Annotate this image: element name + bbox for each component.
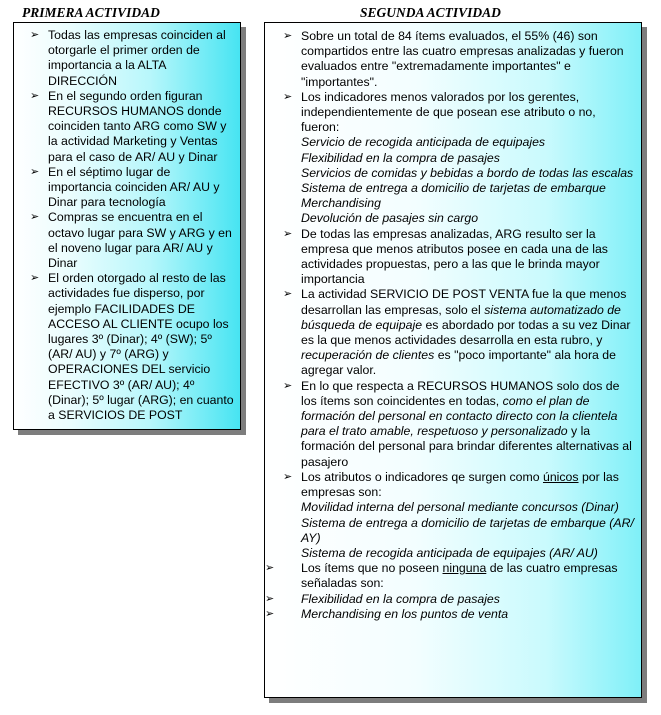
header-primera-actividad: PRIMERA ACTIVIDAD [22, 5, 160, 20]
unique-attribute: Movilidad interna del personal mediante concursos (Dinar) [301, 500, 619, 515]
arrow-bullet-icon: ➢ [265, 607, 275, 620]
arrow-bullet-icon: ➢ [30, 89, 40, 102]
list-item-text: es abordado por todas a su vez Dinar es la que menos actividades desarrolla en esta rubro, y [301, 317, 631, 348]
list-item-text: y la formación del personal para brindar diferentes alternativas al pasajero [301, 424, 632, 469]
arrow-bullet-icon: ➢ [283, 379, 293, 392]
italic-phrase: Merchandising en los puntos de venta [301, 606, 509, 621]
list-item [265, 591, 637, 607]
least-valued-indicator: Sistema de entrega a domicilio de tarjetas de embarque [301, 181, 606, 196]
italic-phrase: como el plan de formación del personal en contacto directo con la clientela para el trato amable, respetuoso y personalizado [301, 393, 618, 439]
list-item [265, 561, 637, 591]
header-segunda-actividad: SEGUNDA ACTIVIDAD [360, 5, 501, 20]
underlined-word: ninguna [442, 561, 487, 576]
unique-attribute: Sistema de recogida anticipada de equipajes (AR/ AU) [301, 545, 598, 560]
primera-actividad-list [18, 28, 236, 423]
arrow-bullet-icon: ➢ [265, 562, 275, 575]
list-item [18, 210, 236, 271]
arrow-bullet-icon: ➢ [283, 30, 293, 42]
arrow-bullet-icon: ➢ [265, 592, 275, 605]
list-item-text: En el segundo orden figuran RECURSOS HUMANOS donde coinciden tanto ARG como SW y la actividad Marketing y Ventas para el caso de AR/ AU y Dinar [48, 88, 227, 164]
list-item-text: de las cuatro empresas señaladas son: [301, 561, 618, 591]
underlined-word: únicos [542, 469, 579, 484]
least-valued-indicator: Servicio de recogida anticipada de equipajes [301, 135, 546, 150]
list-item [265, 606, 637, 622]
arrow-bullet-icon: ➢ [30, 211, 40, 224]
list-item [269, 379, 637, 470]
list-item-text: Los ítems que no poseen [301, 561, 443, 576]
arrow-bullet-icon: ➢ [283, 90, 293, 103]
list-item-text: En lo que respecta a RECURSOS HUMANOS solo dos de los ítems son coincidentes en todas, [301, 378, 620, 408]
list-item-text: por las empresas son: [301, 469, 619, 500]
list-item [269, 29, 637, 90]
list-item-text: es "poco importante" ala hora de agregar valor. [301, 348, 616, 378]
list-item-text: El orden otorgado al resto de las actividades fue disperso, por ejemplo FACILIDADES DE ACCESO AL CLIENTE ocupo los lugares 3º (Dinar); 4º (SW); 5º (AR/ AU) y 7º (ARG) y OPERACIONES DEL servicio EFECTIVO 3º (AR/ AU); 4º (Dinar); 5º lugar (ARG); en cuanto a SERVICIOS DE POST [48, 271, 234, 423]
list-item [269, 90, 637, 227]
unique-attribute: Sistema de entrega a domicilio de tarjetas de embarque (AR/ AY) [301, 515, 634, 545]
list-item-text: En el séptimo lugar de importancia coinciden AR/ AU y Dinar para tecnología [48, 164, 220, 210]
arrow-bullet-icon: ➢ [283, 227, 293, 240]
list-item-text: La actividad SERVICIO DE POST VENTA fue la que menos desarrollan las empresas, solo el [301, 287, 627, 317]
list-item-text: Todas las empresas coinciden al otorgarle el primer orden de importancia a la ALTA DIRECCIÓN [48, 28, 226, 88]
segunda-actividad-list [265, 29, 637, 622]
list-item [18, 165, 236, 211]
arrow-bullet-icon: ➢ [283, 470, 293, 483]
arrow-bullet-icon: ➢ [30, 272, 40, 285]
list-item-text: Compras se encuentra en el octavo lugar para SW y ARG y en el noveno lugar para AR/ AU y Dinar [48, 210, 232, 271]
least-valued-indicator: Servicios de comidas y bebidas a bordo de todas las escalas [301, 165, 634, 180]
list-item-text: De todas las empresas analizadas, ARG resulto ser la empresa que menos atributos posee en cada una de las actividades propuestas, pero a las que le brinda mayor importancia [301, 226, 608, 287]
list-item [269, 470, 637, 561]
segunda-actividad-box [264, 22, 642, 698]
list-item [18, 271, 236, 423]
list-item [269, 287, 637, 378]
list-item [269, 227, 637, 288]
list-item [18, 28, 236, 89]
least-valued-indicator: Flexibilidad en la compra de pasajes [301, 150, 500, 165]
arrow-bullet-icon: ➢ [30, 29, 40, 41]
list-item [18, 89, 236, 165]
italic-phrase: sistema automatizado de búsqueda de equipaje [301, 302, 621, 332]
least-valued-indicator: Merchandising [301, 196, 381, 211]
italic-phrase: recuperación de clientes [301, 348, 435, 363]
list-item-text: Sobre un total de 84 ítems evaluados, el 55% (46) son compartidos entre las cuatro empresas analizadas y fueron evaluados entre "extremadamente importantes" e "importantes". [301, 29, 624, 89]
arrow-bullet-icon: ➢ [283, 288, 293, 301]
italic-phrase: Flexibilidad en la compra de pasajes [301, 591, 500, 606]
least-valued-indicator: Devolución de pasajes sin cargo [301, 211, 479, 226]
primera-actividad-box [13, 22, 241, 430]
list-item-text: Los indicadores menos valorados por los gerentes, independientemente de que posean ese atributo o no, fueron: [301, 89, 596, 135]
arrow-bullet-icon: ➢ [30, 165, 40, 178]
list-item-text: Los atributos o indicadores qe surgen como [301, 469, 543, 484]
